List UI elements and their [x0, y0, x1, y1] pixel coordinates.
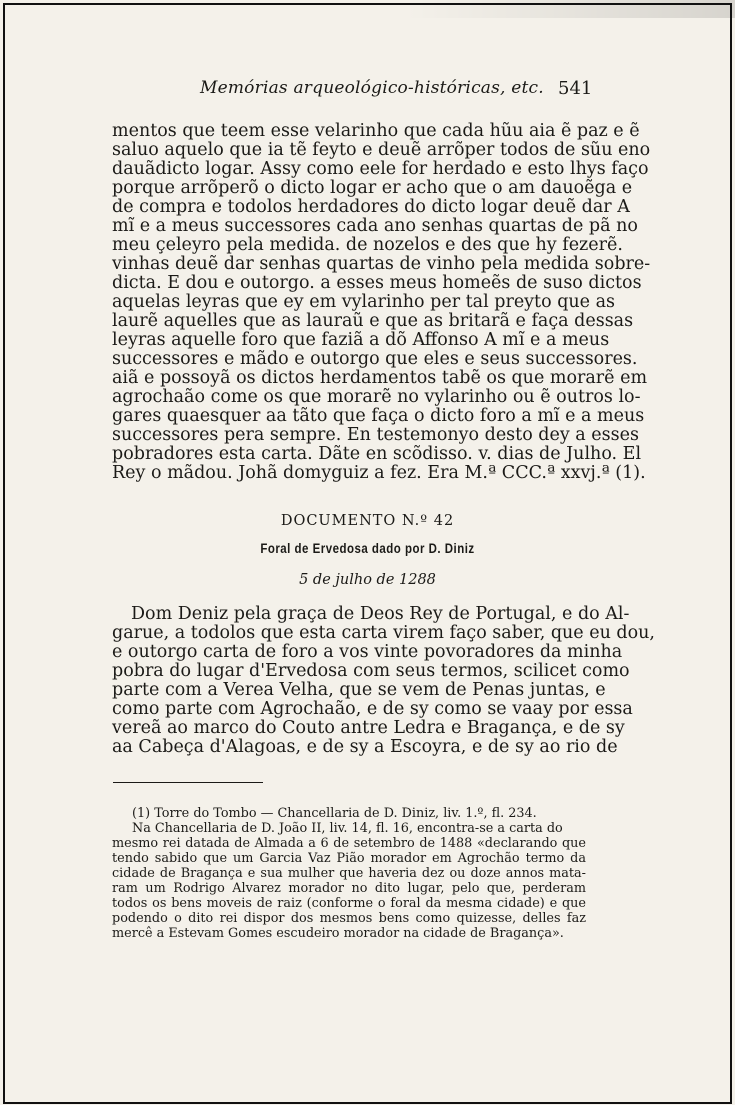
text-line: Rey o mãdou. Johã domyguiz a fez. Era M.ª CCC.ª xxvj.ª (1). [112, 463, 646, 483]
text-line: de compra e todolos herdadores do dicto logar deuẽ dar A [112, 197, 630, 217]
footnote-line: podendo o dito rei dispor dos mesmos bens como quizesse, delles faz [112, 911, 586, 926]
text-line: mentos que teem esse velarinho que cada hũu aia ẽ paz e ẽ [112, 121, 640, 141]
text-line: leyras aquelle foro que faziã a dõ Affonso A mĩ e a meus [112, 330, 610, 350]
text-line: parte com a Verea Velha, que se vem de Penas juntas, e [112, 680, 606, 700]
text-line: mĩ e a meus successores cada ano senhas quartas de pã no [112, 216, 638, 236]
text-line: porque arrõperõ o dicto logar er acho que o am dauoẽga e [112, 178, 633, 198]
text-line: aa Cabeça d'Alagoas, e de sy a Escoyra, e de sy ao rio de [112, 737, 618, 757]
text-line: saluo aquelo que ia tẽ feyto e deuẽ arrõper todos de sũu eno [112, 140, 651, 160]
continued-paragraph [112, 121, 651, 483]
text-line: vinhas deuẽ dar senhas quartas de vinho pela medida sobre- [112, 254, 651, 274]
text-line: como parte com Agrochaão, e de sy como se vaay por essa [112, 699, 633, 719]
footnote-line: ram um Rodrigo Alvarez morador no dito lugar, pelo que, perderam [112, 881, 586, 896]
footnote-line: todos os bens moveis de raiz (conforme o foral da mesma cidade) e que [112, 896, 586, 911]
text-line: dicta. E dou e outorgo. a esses meus homeẽs de suso dictos [112, 273, 642, 293]
running-title: Memórias arqueológico-históricas, etc. [200, 78, 544, 98]
text-line: Dom Deniz pela graça de Deos Rey de Portugal, e do Al- [131, 604, 630, 624]
document-paragraph [112, 604, 655, 757]
text-line: garue, a todolos que esta carta virem faço saber, que eu dou, [112, 623, 655, 643]
text-line: vereã ao marco do Couto antre Ledra e Bragança, e de sy [112, 718, 625, 738]
text-line: meu çeleyro pela medida. de nozelos e des que hy fezerẽ. [112, 235, 623, 255]
text-line: successores e mãdo e outorgo que eles e seus successores. [112, 349, 638, 369]
footnotes [112, 806, 586, 941]
text-line: pobradores esta carta. Dãte en scõdisso. v. dias de Julho. El [112, 444, 642, 464]
document-title: Foral de Ervedosa dado por D. Diniz [260, 540, 475, 556]
footnote-line: mercê a Estevam Gomes escudeiro morador na cidade de Bragança». [112, 926, 564, 941]
footnote-line: cidade de Bragança e sua mulher que haveria dez ou doze annos mata- [112, 866, 586, 881]
document-date: 5 de julho de 1288 [299, 572, 436, 588]
text-line: dauãdicto logar. Assy como eele for herdado e esto lhys faço [112, 159, 649, 179]
text-line: laurẽ aquelles que as lauraũ e que as britarã e faça dessas [112, 311, 634, 331]
text-line: successores pera sempre. En testemonyo desto dey a esses [112, 425, 639, 445]
page-number: 541 [558, 78, 593, 99]
text-line: pobra do lugar d'Ervedosa com seus termos, scilicet como [112, 661, 630, 681]
footnote-rule [113, 782, 263, 783]
footnote-line: Na Chancellaria de D. João II, liv. 14, fl. 16, encontra-se a carta do [132, 821, 563, 836]
text-line: aiã e possoyã os dictos herdamentos tabẽ os que morarẽ em [112, 368, 648, 388]
text-line: aquelas leyras que ey em vylarinho per tal preyto que as [112, 292, 615, 312]
text-line: agrochaão come os que morarẽ no vylarinho ou ẽ outros lo- [112, 387, 641, 407]
text-line: e outorgo carta de foro a vos vinte povoradores da minha [112, 642, 623, 662]
footnote-line: (1) Torre do Tombo — Chancellaria de D. Diniz, liv. 1.º, fl. 234. [132, 806, 537, 821]
footnote-line: mesmo rei datada de Almada a 6 de setembro de 1488 «declarando que [112, 836, 586, 851]
text-line: gares quaesquer aa tãto que faça o dicto foro a mĩ e a meus [112, 406, 645, 426]
footnote-line: tendo sabido que um Garcia Vaz Pião morador em Agrochão termo da [112, 851, 586, 866]
document-heading: DOCUMENTO N.º 42 [280, 513, 455, 529]
